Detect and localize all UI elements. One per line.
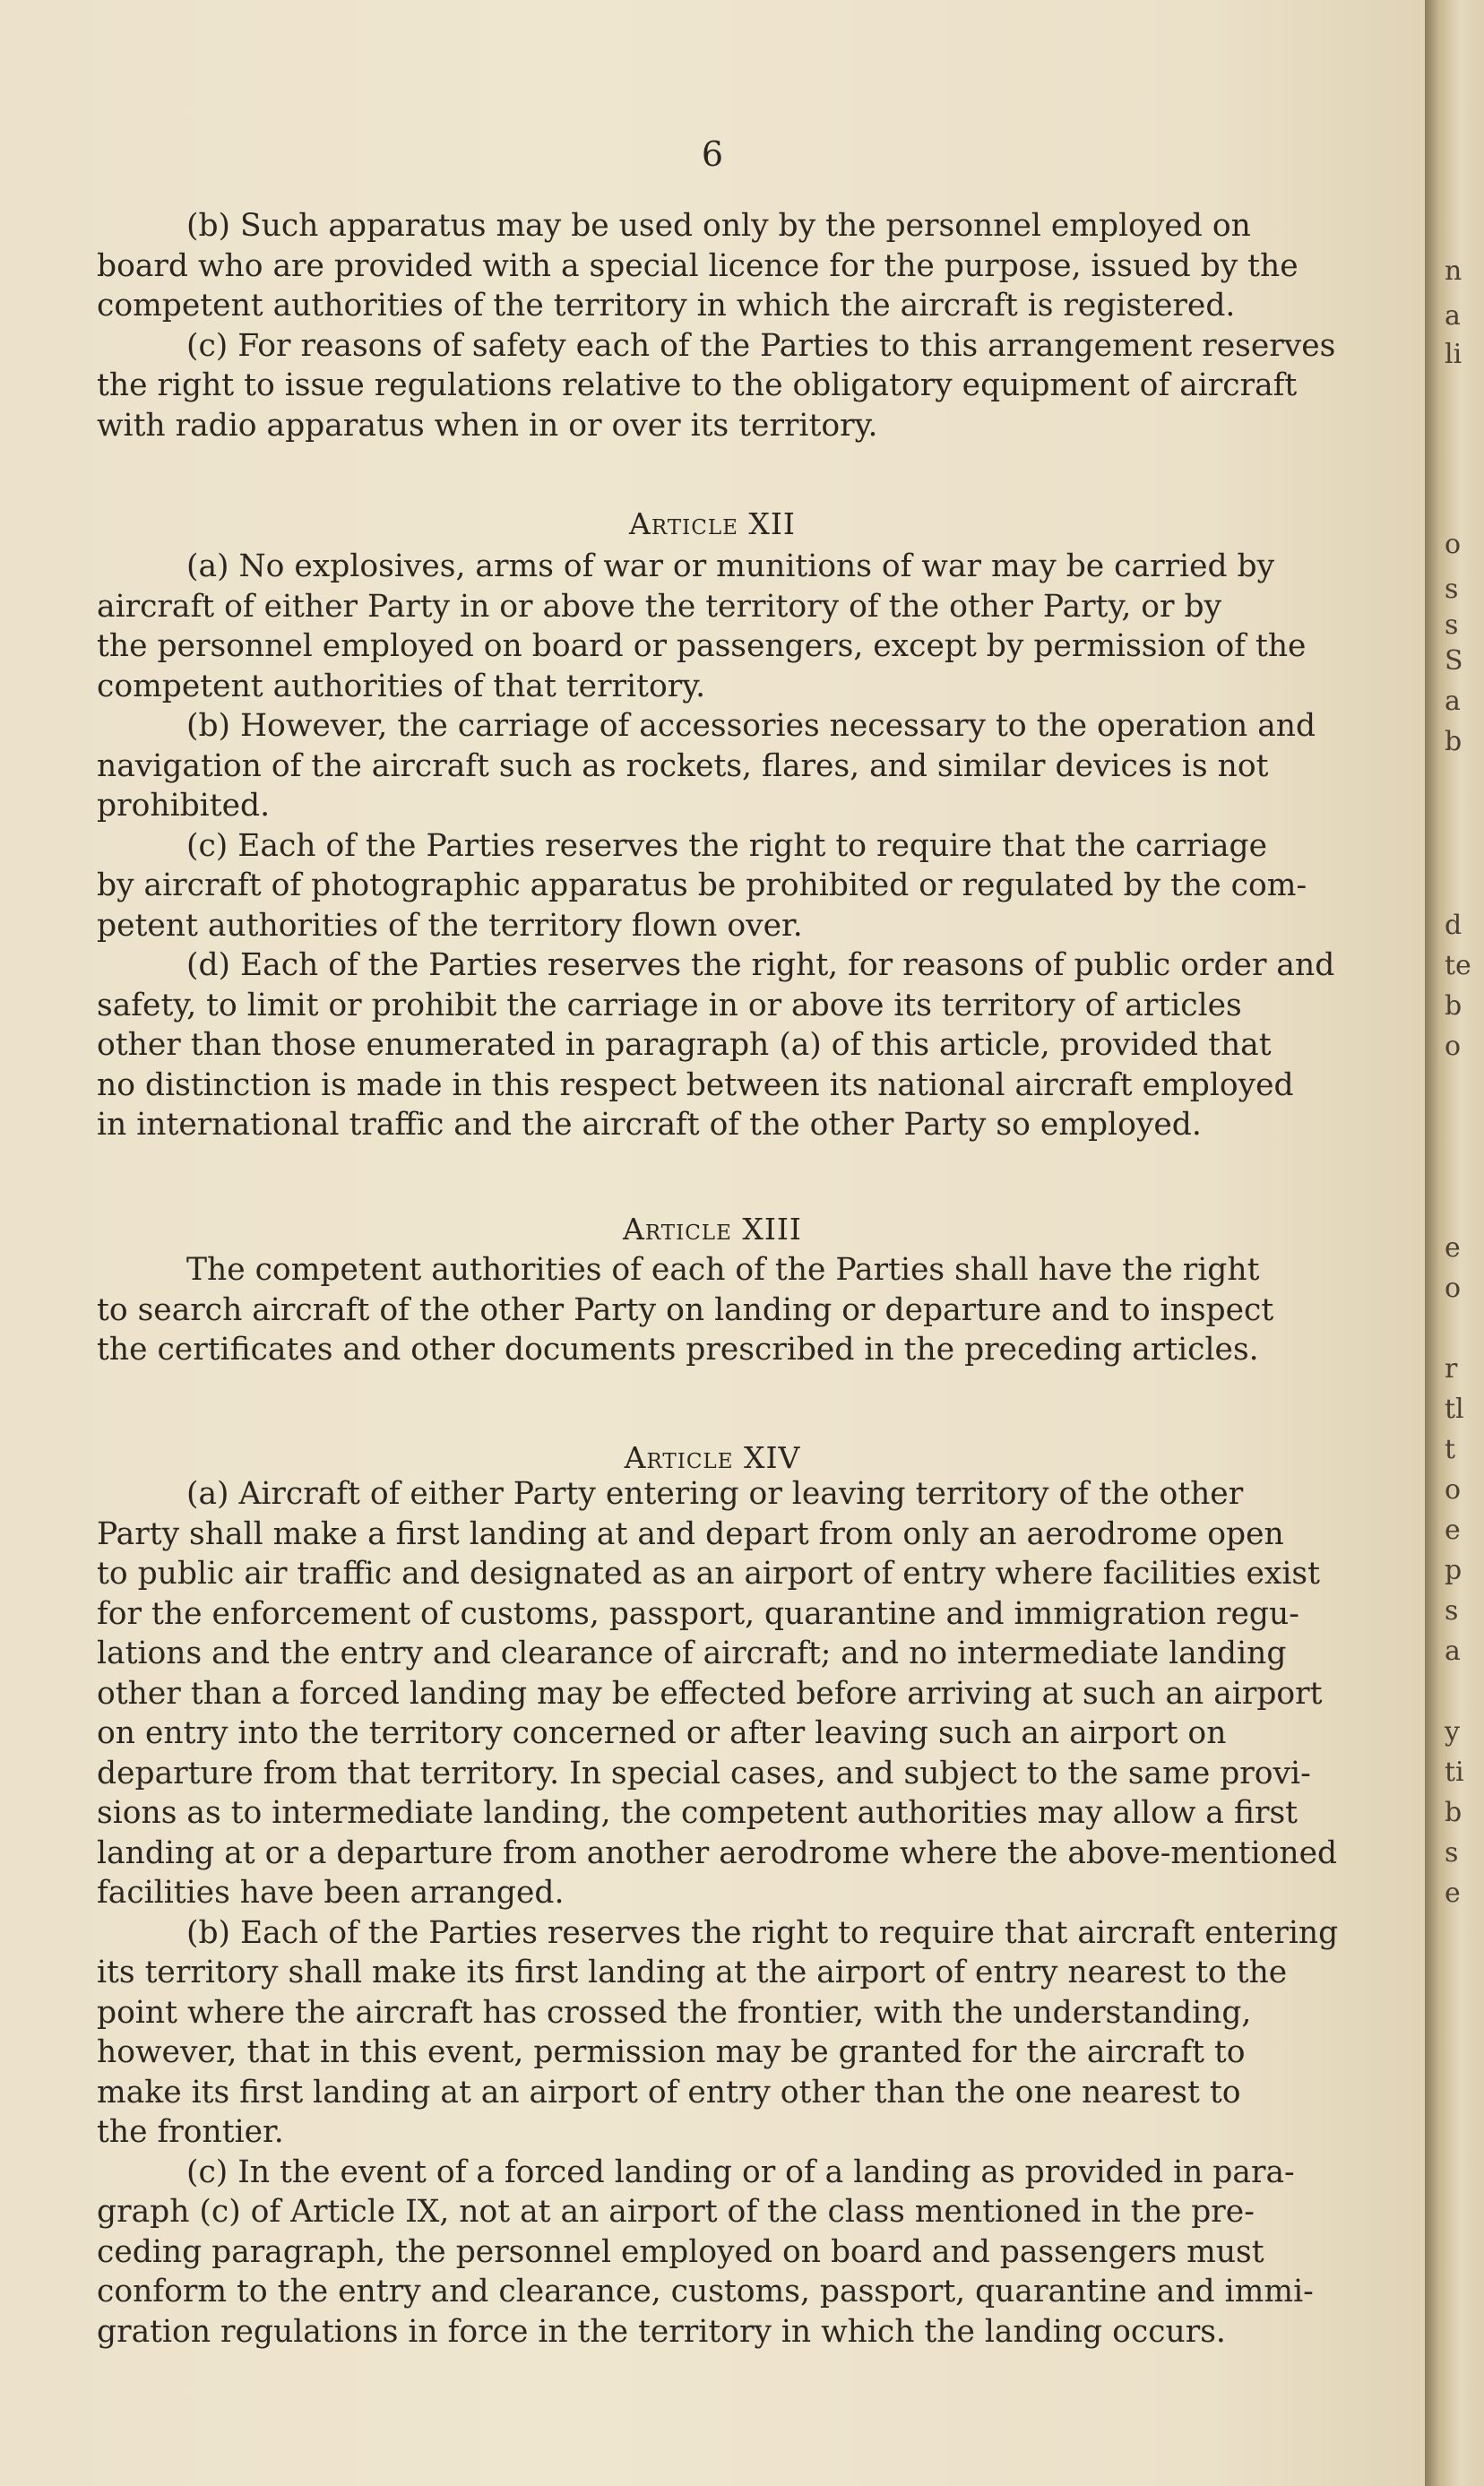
text-line: other than those enumerated in paragraph (a) of this article, provided that xyxy=(97,1027,1272,1063)
text-line: the personnel employed on board or passengers, except by permission of the xyxy=(97,628,1307,664)
text-line: gration regulations in force in the territory in which the landing occurs. xyxy=(97,2313,1226,2350)
margin-text-fragment: s xyxy=(1445,1595,1459,1627)
text-line: its territory shall make its first landing at the airport of entry nearest to the xyxy=(97,1955,1288,1990)
text-line: (d) Each of the Parties reserves the right, for reasons of public order and xyxy=(186,947,1335,983)
text-line: ceding paragraph, the personnel employed on board and passengers must xyxy=(97,2233,1264,2270)
margin-text-fragment: t xyxy=(1445,1434,1456,1465)
text-line: petent authorities of the territory flown over. xyxy=(97,907,803,944)
margin-text-fragment: d xyxy=(1445,910,1462,941)
text-line: The competent authorities of each of the Parties shall have the right xyxy=(186,1252,1260,1288)
margin-text-fragment: tl xyxy=(1445,1394,1464,1425)
margin-text-fragment: ti xyxy=(1445,1757,1464,1788)
text-line: point where the aircraft has crossed the frontier, with the understanding, xyxy=(97,1994,1252,2031)
text-line: (b) Each of the Parties reserves the right to require that aircraft entering xyxy=(186,1914,1339,1951)
text-line: no distinction is made in this respect between its national aircraft employed xyxy=(97,1066,1294,1103)
margin-text-fragment: s xyxy=(1445,609,1459,641)
text-line: (c) Each of the Parties reserves the right to require that the carriage xyxy=(186,827,1268,864)
margin-text-fragment: o xyxy=(1445,1031,1462,1062)
margin-text-fragment: s xyxy=(1445,1837,1459,1869)
article-heading: Article XIV xyxy=(624,1440,801,1475)
text-line: the right to issue regulations relative to the obligatory equipment of aircraft xyxy=(97,367,1298,403)
text-line: to search aircraft of the other Party on landing or departure and to inspect xyxy=(97,1291,1274,1328)
text-line: however, that in this event, permission may be granted for the aircraft to xyxy=(97,2034,1246,2070)
text-line: the frontier. xyxy=(97,2114,284,2150)
text-line: competent authorities of that territory. xyxy=(97,668,706,704)
text-line: (c) In the event of a forced landing or of a landing as provided in para- xyxy=(186,2154,1295,2190)
margin-text-fragment: n xyxy=(1445,255,1462,287)
text-line: safety, to limit or prohibit the carriage in or above its territory of articles xyxy=(97,987,1242,1023)
margin-text-fragment: a xyxy=(1445,300,1461,332)
margin-text-fragment: o xyxy=(1445,529,1462,560)
text-line: on entry into the territory concerned or after leaving such an airport on xyxy=(97,1715,1227,1751)
text-line: (b) Such apparatus may be used only by the personnel employed on xyxy=(186,208,1251,244)
text-line: sions as to intermediate landing, the competent authorities may allow a first xyxy=(97,1795,1298,1831)
text-line: aircraft of either Party in or above the territory of the other Party, or by xyxy=(97,588,1222,625)
margin-text-fragment: e xyxy=(1445,1232,1461,1264)
text-block xyxy=(97,1250,1423,1370)
text-line: graph (c) of Article IX, not at an airport of the class mentioned in the pre- xyxy=(97,2194,1255,2230)
text-line: departure from that territory. In special cases, and subject to the same provi- xyxy=(97,1755,1311,1791)
text-block xyxy=(97,206,1423,445)
margin-text-fragment: o xyxy=(1445,1474,1462,1506)
margin-text-fragment: a xyxy=(1445,686,1461,717)
margin-text-fragment: p xyxy=(1445,1555,1462,1586)
text-line: landing at or a departure from another aerodrome where the above-mentioned xyxy=(97,1834,1338,1871)
text-line: make its first landing at an airport of entry other than the one nearest to xyxy=(97,2074,1241,2111)
text-line: (b) However, the carriage of accessories necessary to the operation and xyxy=(186,708,1316,744)
text-line: competent authorities of the territory in which the aircraft is registered. xyxy=(97,288,1236,324)
text-line: (c) For reasons of safety each of the Parties to this arrangement reserves xyxy=(186,327,1336,364)
margin-text-fragment: o xyxy=(1445,1273,1462,1304)
text-block xyxy=(97,547,1423,1145)
article-heading: Article XII xyxy=(629,506,796,541)
text-line: by aircraft of photographic apparatus be prohibited or regulated by the com- xyxy=(97,868,1307,903)
margin-text-fragment: li xyxy=(1445,339,1462,370)
text-line: lations and the entry and clearance of aircraft; and no intermediate landing xyxy=(97,1636,1287,1671)
text-line: navigation of the aircraft such as rockets, flares, and similar devices is not xyxy=(97,747,1269,784)
margin-text-fragment: r xyxy=(1445,1353,1458,1385)
text-line: conform to the entry and clearance, customs, passport, quarantine and immi- xyxy=(97,2274,1314,2309)
text-line: (a) Aircraft of either Party entering or leaving territory of the other xyxy=(186,1476,1244,1512)
margin-text-fragment: a xyxy=(1445,1636,1461,1667)
margin-text-fragment: te xyxy=(1445,950,1471,981)
margin-text-fragment: b xyxy=(1445,990,1462,1022)
text-line: (a) No explosives, arms of war or munitions of war may be carried by xyxy=(186,548,1275,584)
margin-text-fragment: S xyxy=(1445,645,1463,677)
text-line: Party shall make a first landing at and depart from only an aerodrome open xyxy=(97,1515,1284,1552)
text-line: prohibited. xyxy=(97,788,271,824)
text-line: facilities have been arranged. xyxy=(97,1875,565,1911)
text-line: other than a forced landing may be effected before arriving at such an airport xyxy=(97,1675,1323,1712)
text-line: with radio apparatus when in or over its territory. xyxy=(97,407,878,444)
margin-text-fragment: b xyxy=(1445,1797,1462,1828)
margin-text-fragment: b xyxy=(1445,726,1462,757)
binding-edge xyxy=(1425,0,1484,2486)
margin-text-fragment: e xyxy=(1445,1877,1461,1909)
text-line: board who are provided with a special licence for the purpose, issued by the xyxy=(97,247,1298,284)
text-line: in international traffic and the aircraft of the other Party so employed. xyxy=(97,1107,1202,1143)
text-line: for the enforcement of customs, passport, quarantine and immigration regu- xyxy=(97,1595,1299,1632)
text-line: the certificates and other documents prescribed in the preceding articles. xyxy=(97,1332,1259,1368)
margin-text-fragment: s xyxy=(1445,574,1459,605)
margin-text-fragment: y xyxy=(1445,1716,1460,1748)
page-number: 6 xyxy=(701,134,724,174)
text-line: to public air traffic and designated as an airport of entry where facilities exist xyxy=(97,1556,1320,1592)
text-block xyxy=(97,1474,1423,2352)
margin-text-fragment: e xyxy=(1445,1515,1461,1546)
article-heading: Article XIII xyxy=(623,1212,802,1247)
